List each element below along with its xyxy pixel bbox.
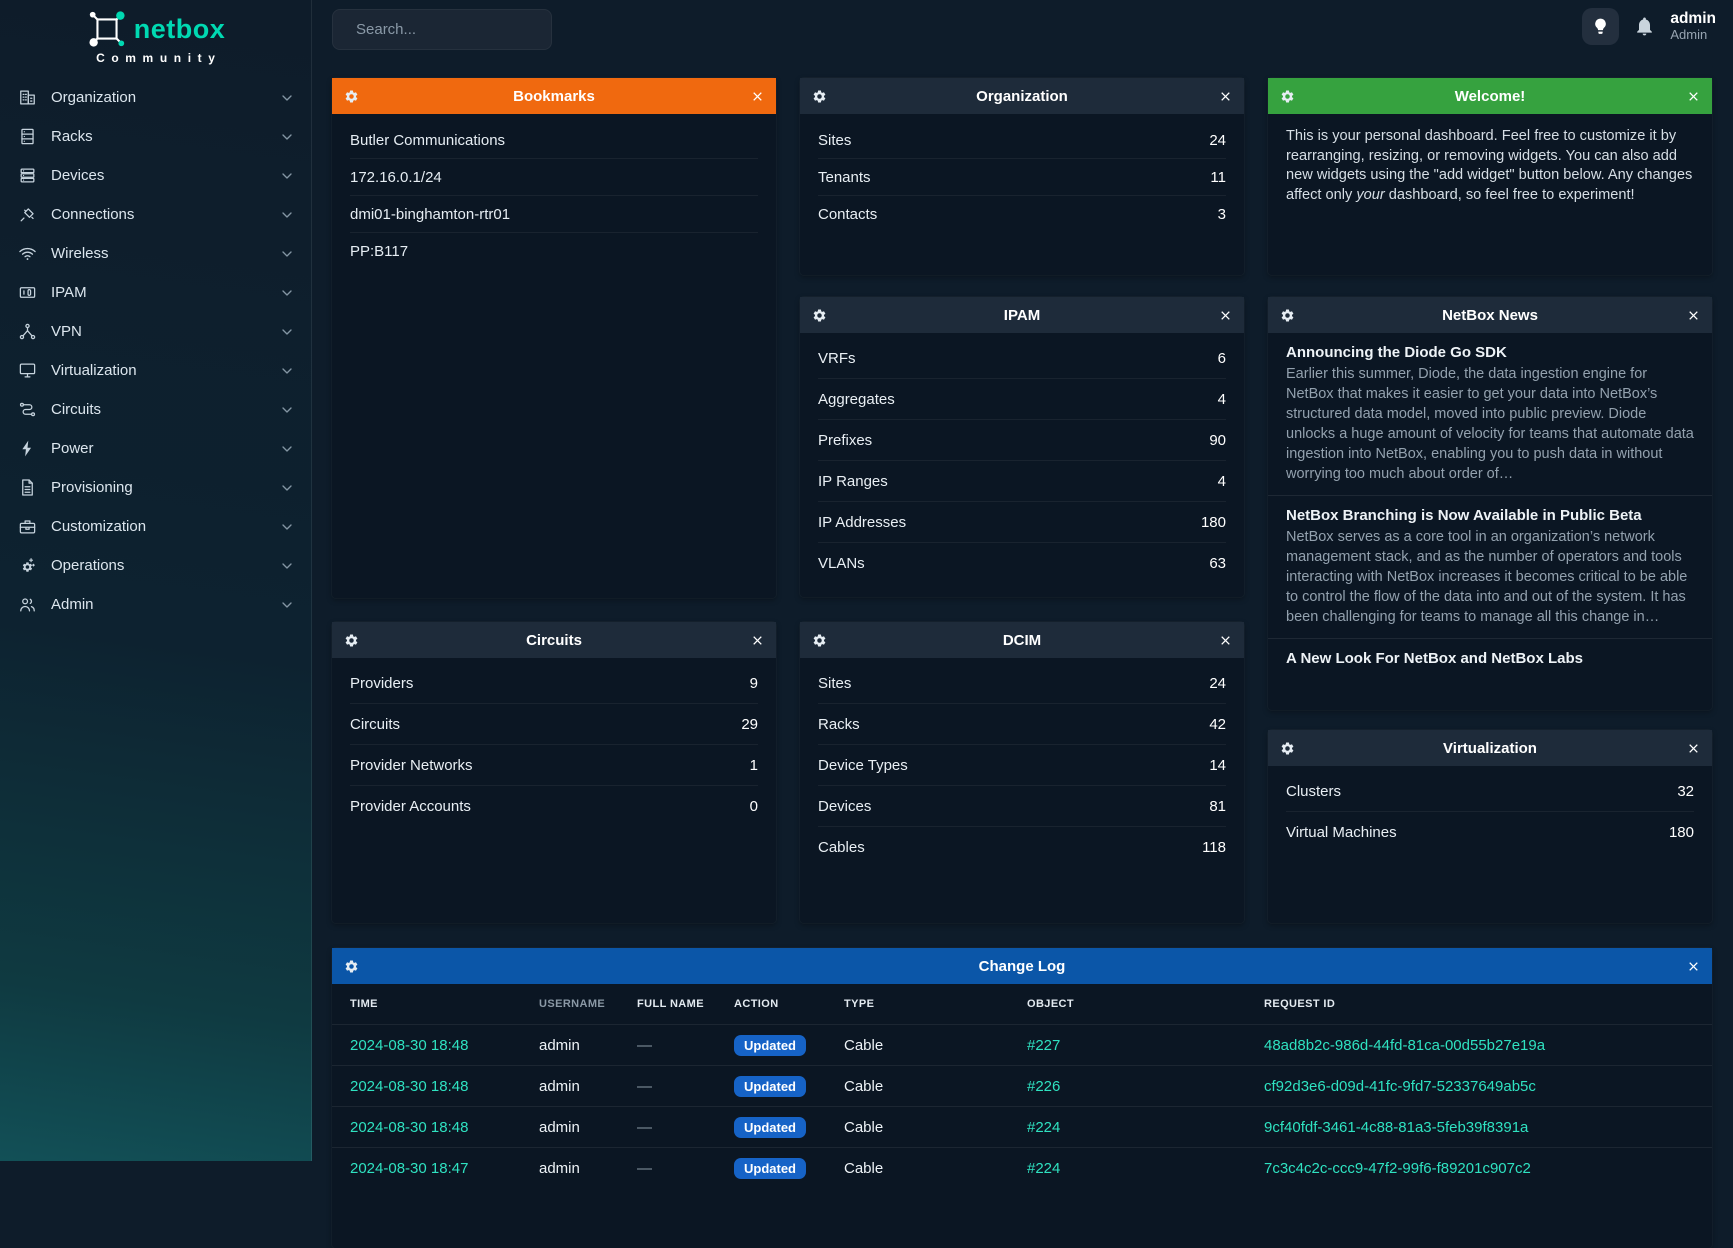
widget-dcim bbox=[800, 622, 1244, 923]
lightbulb-icon bbox=[1591, 17, 1610, 36]
object-link[interactable]: #224 bbox=[1027, 1159, 1061, 1177]
sidebar-item[interactable] bbox=[0, 312, 311, 351]
organization-icon bbox=[18, 88, 37, 107]
sidebar-item[interactable] bbox=[0, 585, 311, 624]
request-id-link[interactable]: 9cf40fdf-3461-4c88-81a3-5feb39f8391a bbox=[1264, 1118, 1529, 1136]
sidebar-item[interactable] bbox=[0, 78, 311, 117]
widget-config-gear-icon[interactable] bbox=[812, 308, 827, 323]
sidebar-item-label: Organization bbox=[51, 89, 137, 106]
stat-row[interactable]: Sites 24 bbox=[818, 663, 1226, 704]
sidebar-item-label: Devices bbox=[51, 167, 105, 184]
sidebar-item-label: Power bbox=[51, 440, 94, 457]
chevron-down-icon bbox=[279, 480, 295, 496]
chevron-down-icon bbox=[279, 597, 295, 613]
theme-toggle-button[interactable] bbox=[1582, 8, 1619, 45]
search-box bbox=[332, 9, 552, 50]
stat-row[interactable]: VRFs 6 bbox=[818, 338, 1226, 379]
sidebar-item[interactable] bbox=[0, 468, 311, 507]
widget-close-icon[interactable] bbox=[1687, 742, 1700, 755]
widget-title: DCIM bbox=[1002, 631, 1042, 649]
action-cell bbox=[734, 1117, 844, 1138]
action-badge: Updated bbox=[734, 1117, 806, 1138]
sidebar-item-label: Provisioning bbox=[51, 479, 133, 496]
welcome-text: This is your personal dashboard. Feel free to customize it by rearranging, resizing, or removing widgets. You can also add new widgets using the "add widget" button below. Any changes affect only your dashboard, so feel free to experiment! bbox=[1286, 128, 1693, 203]
admin-icon bbox=[18, 595, 37, 614]
widget-title: Change Log bbox=[978, 957, 1066, 975]
sidebar-item-label: Connections bbox=[51, 206, 135, 223]
stat-row[interactable]: Clusters 32 bbox=[1286, 771, 1694, 812]
object-link[interactable]: #227 bbox=[1027, 1036, 1061, 1054]
username-cell: admin bbox=[539, 1077, 580, 1095]
news-item bbox=[1268, 495, 1712, 638]
widget-close-icon[interactable] bbox=[1687, 960, 1700, 973]
chevron-down-icon bbox=[279, 324, 295, 340]
chevron-down-icon bbox=[279, 558, 295, 574]
racks-icon bbox=[18, 127, 37, 146]
brand-logo[interactable] bbox=[0, 0, 311, 65]
widget-welcome bbox=[1268, 78, 1712, 275]
changelog-table-header bbox=[332, 984, 1712, 1024]
time-link[interactable]: 2024-08-30 18:48 bbox=[350, 1118, 469, 1136]
news-headline[interactable]: NetBox Branching is Now Available in Public Beta bbox=[1286, 507, 1642, 524]
customization-icon bbox=[18, 517, 37, 536]
changelog-row bbox=[332, 1147, 1712, 1188]
type-cell: Cable bbox=[844, 1036, 884, 1054]
request-id-link[interactable]: 48ad8b2c-986d-44fd-81ca-00d55b27e19a bbox=[1264, 1036, 1546, 1054]
widget-close-icon[interactable] bbox=[751, 634, 764, 647]
action-cell bbox=[734, 1035, 844, 1056]
chevron-down-icon bbox=[279, 129, 295, 145]
widget-config-gear-icon[interactable] bbox=[812, 89, 827, 104]
widget-close-icon[interactable] bbox=[1219, 634, 1232, 647]
type-cell: Cable bbox=[844, 1118, 884, 1136]
fullname-cell: — bbox=[637, 1077, 652, 1095]
widget-circuits bbox=[332, 622, 776, 923]
ipam-icon bbox=[18, 283, 37, 302]
sidebar-item-label: Virtualization bbox=[51, 362, 137, 379]
connections-icon bbox=[18, 205, 37, 224]
stat-row[interactable]: Circuits 29 bbox=[350, 704, 758, 745]
column-header[interactable]: TYPE bbox=[844, 998, 875, 1010]
stat-row[interactable]: Virtual Machines 180 bbox=[1286, 823, 1694, 841]
widget-title: IPAM bbox=[1003, 306, 1041, 324]
widget-config-gear-icon[interactable] bbox=[1280, 89, 1295, 104]
stat-row[interactable]: Cables 118 bbox=[818, 838, 1226, 856]
widget-title: NetBox News bbox=[1442, 306, 1538, 324]
action-cell bbox=[734, 1076, 844, 1097]
chevron-down-icon bbox=[279, 363, 295, 379]
power-icon bbox=[18, 439, 37, 458]
type-cell: Cable bbox=[844, 1077, 884, 1095]
bookmark-item[interactable]: Butler Communications bbox=[350, 122, 758, 159]
stat-row[interactable]: Aggregates 4 bbox=[818, 379, 1226, 420]
widget-bookmarks bbox=[332, 78, 776, 598]
sidebar-item-label: Circuits bbox=[51, 401, 102, 418]
stat-row[interactable]: Racks 42 bbox=[818, 704, 1226, 745]
widget-close-icon[interactable] bbox=[751, 90, 764, 103]
stat-row[interactable]: IP Addresses 180 bbox=[818, 502, 1226, 543]
sidebar-item[interactable] bbox=[0, 429, 311, 468]
stat-row[interactable]: Sites 24 bbox=[818, 122, 1226, 159]
notifications-bell-icon[interactable] bbox=[1634, 16, 1655, 37]
news-item bbox=[1268, 638, 1712, 678]
circuits-icon bbox=[18, 400, 37, 419]
action-cell bbox=[734, 1158, 844, 1179]
object-link[interactable]: #226 bbox=[1027, 1077, 1061, 1095]
widget-title: Bookmarks bbox=[513, 87, 595, 105]
action-badge: Updated bbox=[734, 1035, 806, 1056]
changelog-row bbox=[332, 1024, 1712, 1065]
object-link[interactable]: #224 bbox=[1027, 1118, 1061, 1136]
widget-organization bbox=[800, 78, 1244, 275]
sidebar-item-label: Wireless bbox=[51, 245, 109, 262]
news-headline[interactable]: Announcing the Diode Go SDK bbox=[1286, 344, 1507, 361]
sidebar-item-label: Racks bbox=[51, 128, 93, 145]
type-cell: Cable bbox=[844, 1159, 884, 1177]
column-header[interactable]: REQUEST ID bbox=[1264, 998, 1336, 1010]
action-badge: Updated bbox=[734, 1158, 806, 1179]
stat-row[interactable]: Tenants 11 bbox=[818, 159, 1226, 196]
sidebar-item-label: IPAM bbox=[51, 284, 87, 301]
wireless-icon bbox=[18, 244, 37, 263]
chevron-down-icon bbox=[279, 246, 295, 262]
operations-icon bbox=[18, 556, 37, 575]
chevron-down-icon bbox=[279, 207, 295, 223]
fullname-cell: — bbox=[637, 1036, 652, 1054]
fullname-cell: — bbox=[637, 1159, 652, 1177]
stat-row[interactable]: IP Ranges 4 bbox=[818, 461, 1226, 502]
column-header[interactable]: FULL NAME bbox=[637, 998, 704, 1010]
chevron-down-icon bbox=[279, 90, 295, 106]
sidebar-item[interactable] bbox=[0, 234, 311, 273]
vpn-icon bbox=[18, 322, 37, 341]
username-cell: admin bbox=[539, 1036, 580, 1054]
sidebar-item[interactable] bbox=[0, 507, 311, 546]
brand-subtitle: Community bbox=[96, 51, 222, 65]
user-name: admin bbox=[1670, 10, 1716, 28]
widget-close-icon[interactable] bbox=[1687, 309, 1700, 322]
stat-row[interactable]: VLANs 63 bbox=[818, 554, 1226, 572]
stat-row[interactable]: Devices 81 bbox=[818, 786, 1226, 827]
widget-close-icon[interactable] bbox=[1219, 90, 1232, 103]
brand-name: netbox bbox=[133, 13, 226, 44]
sidebar-item-label: Admin bbox=[51, 596, 94, 613]
widget-config-gear-icon[interactable] bbox=[1280, 308, 1295, 323]
widget-title: Circuits bbox=[526, 631, 582, 649]
widget-close-icon[interactable] bbox=[1687, 90, 1700, 103]
column-header[interactable]: TIME bbox=[350, 998, 378, 1010]
column-header[interactable]: USERNAME bbox=[539, 998, 606, 1010]
widget-netbox-news bbox=[1268, 297, 1712, 710]
widget-title: Organization bbox=[976, 87, 1068, 105]
news-item bbox=[1268, 333, 1712, 495]
changelog-row bbox=[332, 1106, 1712, 1147]
sidebar bbox=[0, 0, 312, 1161]
sidebar-item[interactable] bbox=[0, 546, 311, 585]
widget-title: Virtualization bbox=[1443, 739, 1537, 757]
sidebar-item-label: Operations bbox=[51, 557, 125, 574]
chevron-down-icon bbox=[279, 402, 295, 418]
widget-config-gear-icon[interactable] bbox=[344, 89, 359, 104]
bookmark-item[interactable]: PP:B117 bbox=[350, 242, 409, 260]
time-link[interactable]: 2024-08-30 18:47 bbox=[350, 1159, 469, 1177]
bookmark-item[interactable]: 172.16.0.1/24 bbox=[350, 159, 758, 196]
stat-row[interactable]: Device Types 14 bbox=[818, 745, 1226, 786]
widget-close-icon[interactable] bbox=[1219, 309, 1232, 322]
user-role: Admin bbox=[1670, 26, 1708, 42]
widget-ipam bbox=[800, 297, 1244, 597]
search-input[interactable] bbox=[354, 20, 557, 39]
news-summary: NetBox serves as a core tool in an organization’s network management stack, and as the number of operators and tools interacting with NetBox increases it becomes critical to be able to control the flow of the data into and out of the system. It has been challenging for teams to manage all this change in… bbox=[1286, 529, 1688, 625]
widget-config-gear-icon[interactable] bbox=[1280, 741, 1295, 756]
stat-row[interactable]: Prefixes 90 bbox=[818, 420, 1226, 461]
sidebar-item-label: Customization bbox=[51, 518, 147, 535]
widget-virtualization bbox=[1268, 730, 1712, 923]
action-badge: Updated bbox=[734, 1076, 806, 1097]
widget-config-gear-icon[interactable] bbox=[812, 633, 827, 648]
news-headline[interactable]: A New Look For NetBox and NetBox Labs bbox=[1286, 650, 1583, 667]
netbox-logo-icon bbox=[86, 8, 128, 50]
sidebar-item[interactable] bbox=[0, 156, 311, 195]
sidebar-item[interactable] bbox=[0, 390, 311, 429]
request-id-link[interactable]: cf92d3e6-d09d-41fc-9fd7-52337649ab5c bbox=[1264, 1077, 1536, 1095]
stat-row[interactable]: Provider Networks 1 bbox=[350, 745, 758, 786]
sidebar-nav bbox=[0, 78, 311, 624]
user-menu[interactable] bbox=[1670, 10, 1716, 43]
sidebar-item-label: VPN bbox=[51, 323, 82, 340]
widget-title: Welcome! bbox=[1454, 87, 1526, 105]
changelog-table-body bbox=[332, 1024, 1712, 1188]
bookmark-item[interactable]: dmi01-binghamton-rtr01 bbox=[350, 196, 758, 233]
chevron-down-icon bbox=[279, 441, 295, 457]
time-link[interactable]: 2024-08-30 18:48 bbox=[350, 1077, 469, 1095]
username-cell: admin bbox=[539, 1159, 580, 1177]
stat-row[interactable]: Provider Accounts 0 bbox=[350, 797, 758, 815]
sidebar-item[interactable] bbox=[0, 117, 311, 156]
provisioning-icon bbox=[18, 478, 37, 497]
widget-config-gear-icon[interactable] bbox=[344, 959, 359, 974]
sidebar-item[interactable] bbox=[0, 195, 311, 234]
column-header[interactable]: OBJECT bbox=[1027, 998, 1075, 1010]
column-header[interactable]: ACTION bbox=[734, 998, 779, 1010]
chevron-down-icon bbox=[279, 519, 295, 535]
username-cell: admin bbox=[539, 1118, 580, 1136]
stat-row[interactable]: Contacts 3 bbox=[818, 205, 1226, 223]
widget-changelog bbox=[332, 948, 1712, 1248]
chevron-down-icon bbox=[279, 285, 295, 301]
widget-config-gear-icon[interactable] bbox=[344, 633, 359, 648]
changelog-row bbox=[332, 1065, 1712, 1106]
virtualization-icon bbox=[18, 361, 37, 380]
request-id-link[interactable]: 7c3c4c2c-ccc9-47f2-99f6-f89201c907c2 bbox=[1264, 1159, 1531, 1177]
stat-row[interactable]: Providers 9 bbox=[350, 663, 758, 704]
devices-icon bbox=[18, 166, 37, 185]
sidebar-item[interactable] bbox=[0, 351, 311, 390]
news-summary: Earlier this summer, Diode, the data ingestion engine for NetBox that makes it easier to get your data into NetBox’s structured data model, moved into public preview. Diode unlocks a huge amount of velocity for teams that automate data ingestion into NetBox, enabling you to push data in without worrying too much about order of… bbox=[1286, 366, 1694, 482]
chevron-down-icon bbox=[279, 168, 295, 184]
sidebar-item[interactable] bbox=[0, 273, 311, 312]
time-link[interactable]: 2024-08-30 18:48 bbox=[350, 1036, 469, 1054]
topbar-actions bbox=[1582, 8, 1716, 45]
fullname-cell: — bbox=[637, 1118, 652, 1136]
